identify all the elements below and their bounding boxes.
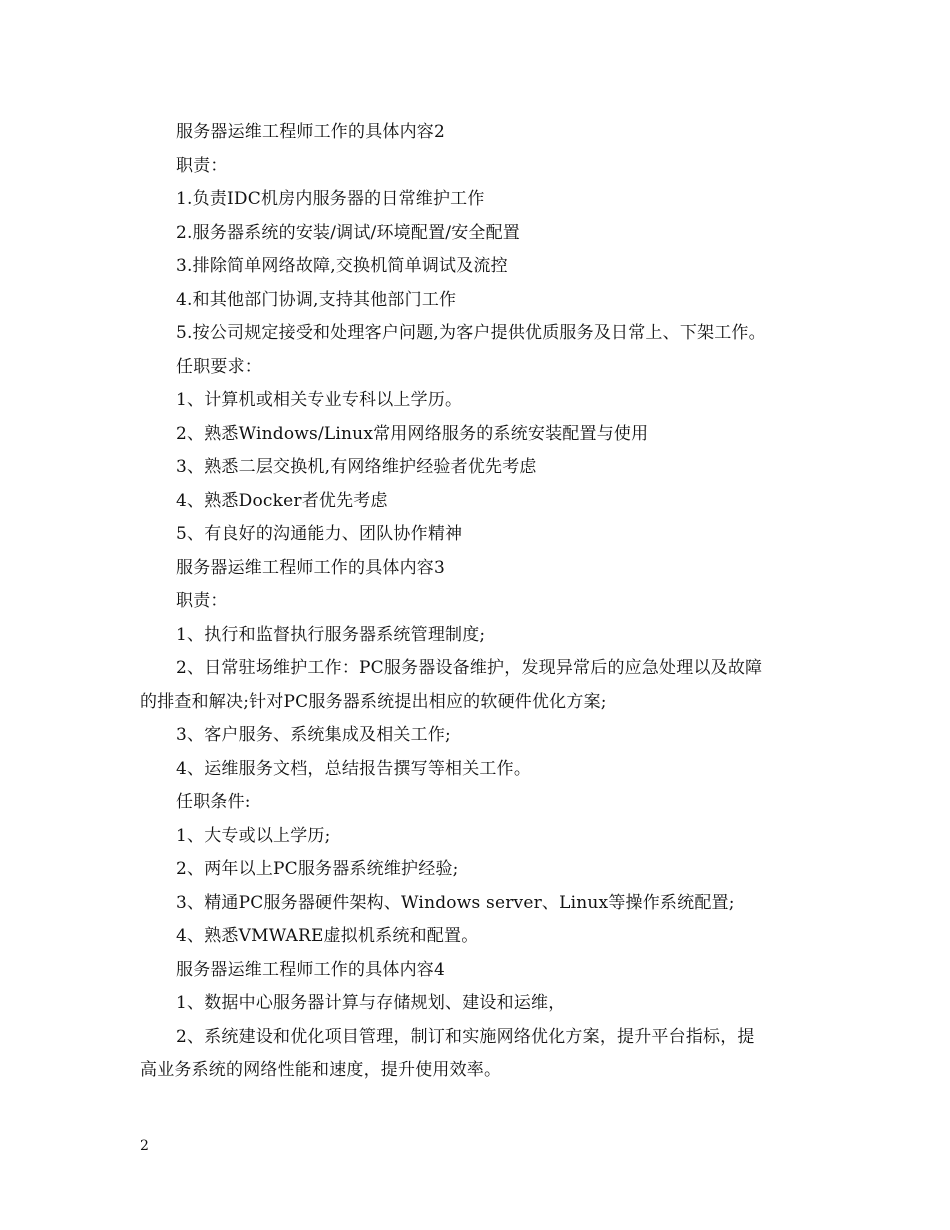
list-item: 2、日常驻场维护工作：PC服务器设备维护，发现异常后的应急处理以及故障 <box>176 658 763 678</box>
list-item: 2.服务器系统的安装/调试/环境配置/安全配置 <box>176 222 521 243</box>
list-item: 2、两年以上PC服务器系统维护经验; <box>176 859 459 879</box>
list-item: 1.负责IDC机房内服务器的日常维护工作 <box>176 189 485 209</box>
list-item: 5、有良好的沟通能力、团队协作精神 <box>176 524 463 544</box>
list-item: 3.排除简单网络故障,交换机简单调试及流控 <box>176 256 508 276</box>
list-item: 3、熟悉二层交换机,有网络维护经验者优先考虑 <box>176 457 537 477</box>
list-item-continuation: 的排查和解决;针对PC服务器系统提出相应的软硬件优化方案; <box>140 691 607 712</box>
list-item: 1、数据中心服务器计算与存储规划、建设和运维， <box>176 993 566 1013</box>
list-item: 3、精通PC服务器硬件架构、Windows server、Linux等操作系统配置; <box>176 892 735 913</box>
conditions-label: 任职条件: <box>176 792 251 812</box>
document-body <box>140 116 810 1088</box>
responsibilities-label: 职责： <box>176 155 228 176</box>
section-heading-2: 服务器运维工程师工作的具体内容2 <box>176 122 446 142</box>
list-item: 1、执行和监督执行服务器系统管理制度; <box>176 624 486 645</box>
list-item: 4、运维服务文档，总结报告撰写等相关工作。 <box>176 758 532 779</box>
requirements-label: 任职要求： <box>176 356 262 377</box>
list-item: 1、计算机或相关专业专科以上学历。 <box>176 390 463 410</box>
list-item-continuation: 高业务系统的网络性能和速度，提升使用效率。 <box>140 1060 502 1080</box>
list-item: 4、熟悉Docker者优先考虑 <box>176 490 388 511</box>
section-heading-3: 服务器运维工程师工作的具体内容3 <box>176 557 446 578</box>
page-number: 2 <box>140 1138 149 1154</box>
list-item: 4.和其他部门协调,支持其他部门工作 <box>176 289 457 310</box>
section-heading-4: 服务器运维工程师工作的具体内容4 <box>176 959 446 980</box>
list-item: 3、客户服务、系统集成及相关工作; <box>176 725 451 745</box>
list-item: 4、熟悉VMWARE虚拟机系统和配置。 <box>176 926 479 946</box>
list-item: 2、系统建设和优化项目管理，制订和实施网络优化方案，提升平台指标，提 <box>176 1026 755 1047</box>
list-item: 2、熟悉Windows/Linux常用网络服务的系统安装配置与使用 <box>176 423 649 444</box>
list-item: 5.按公司规定接受和处理客户问题,为客户提供优质服务及日常上、下架工作。 <box>176 323 766 343</box>
list-item: 1、大专或以上学历; <box>176 825 331 846</box>
responsibilities-label: 职责： <box>176 591 228 611</box>
